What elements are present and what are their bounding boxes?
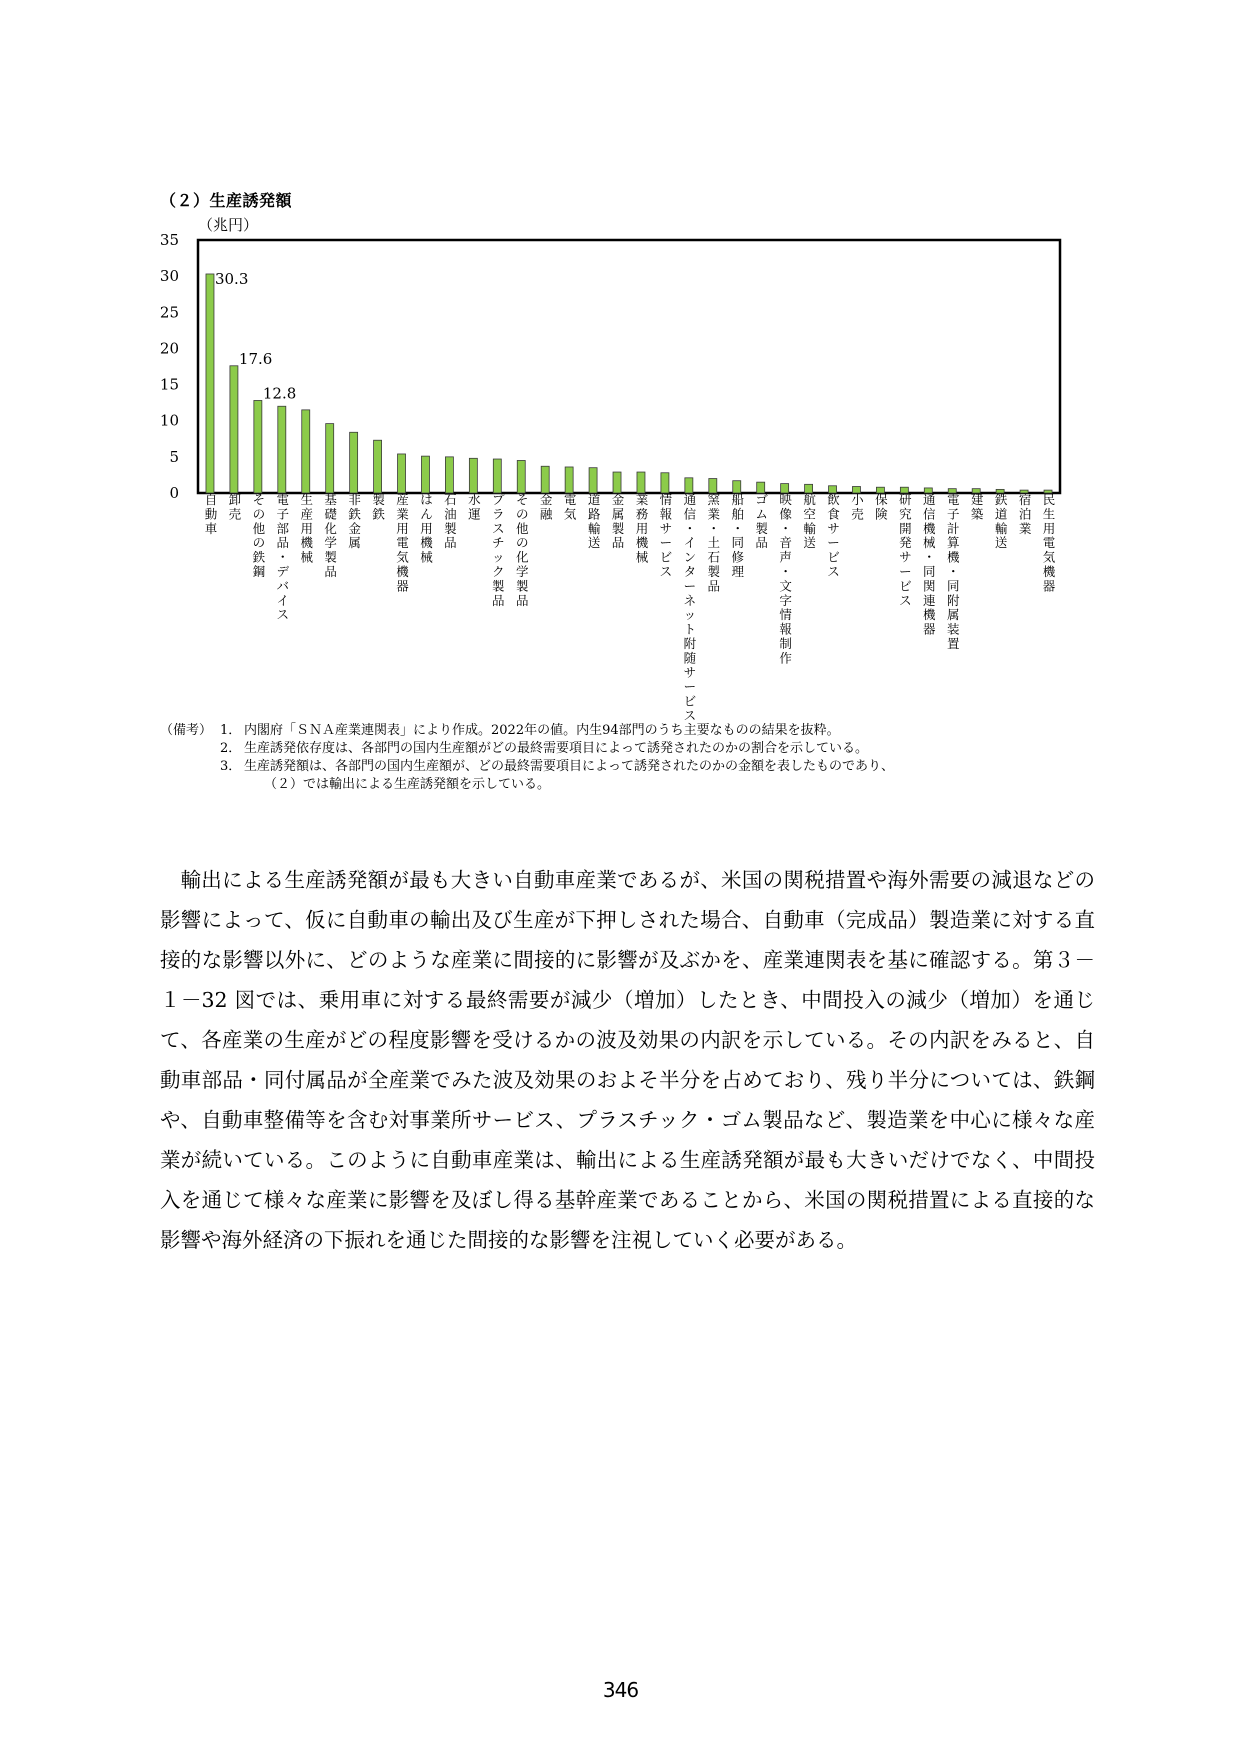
page-number: 346 <box>602 1678 639 1702</box>
x-tick-label: 鉄道輸送 <box>994 492 1008 551</box>
x-tick-label: 製鉄 <box>372 492 385 522</box>
x-tick-label: 非鉄金属 <box>348 492 361 551</box>
x-tick-label: 電子計算機・同附属装置 <box>946 492 960 651</box>
x-tick-label: 映像・音声・文字情報制作 <box>779 492 792 666</box>
x-tick-label: 電子部品・デバイス <box>276 492 290 623</box>
x-tick-label: 飲食サービス <box>827 492 840 579</box>
data-label: 17.6 <box>238 349 273 368</box>
y-tick-label: 20 <box>159 339 179 358</box>
bar <box>302 410 310 493</box>
x-tick-label: 船舶・同修理 <box>731 492 745 579</box>
x-tick-label: 情報サービス <box>659 492 673 579</box>
x-tick-label: 小売 <box>851 492 864 522</box>
x-tick-label: 業務用機械 <box>635 492 649 565</box>
x-tick-label: 航空輸送 <box>803 492 816 551</box>
x-tick-label: 産業用電気機器 <box>396 492 409 594</box>
body-text <box>160 860 1095 1260</box>
bar <box>685 478 693 493</box>
bar <box>469 458 477 493</box>
bar <box>445 457 453 493</box>
x-tick-label: 宿泊業 <box>1018 492 1032 536</box>
note-text: 内閣府「ＳＮＡ産業連関表」により作成。2022年の値。内生94部門のうち主要なものの結果を抜粋。 <box>244 723 840 738</box>
x-tick-label: 金属製品 <box>611 492 625 551</box>
bar <box>278 406 286 493</box>
data-label: 30.3 <box>214 269 249 288</box>
bar <box>230 366 238 493</box>
note-row-1 <box>160 722 894 740</box>
bar <box>326 424 334 493</box>
bar <box>206 274 214 493</box>
bar <box>350 432 358 493</box>
y-tick-label: 25 <box>159 303 179 322</box>
y-tick-label: 5 <box>169 447 179 466</box>
notes-head: （備考） <box>160 723 213 738</box>
note-row-3 <box>160 758 894 776</box>
y-unit-label: （兆円） <box>198 216 259 234</box>
y-tick-label: 30 <box>159 267 179 286</box>
bar-chart <box>0 0 1241 720</box>
bar <box>565 467 573 493</box>
x-tick-label: 金融 <box>539 492 553 522</box>
x-tick-label: 卸売 <box>228 492 242 522</box>
x-tick-label: 基礎化学製品 <box>324 492 337 579</box>
x-tick-label: 通信・インターネット附随サービス <box>683 492 697 720</box>
x-tick-label: プラスチック製品 <box>492 492 505 608</box>
bar <box>374 440 382 493</box>
bar <box>613 472 621 493</box>
bar <box>709 479 717 493</box>
y-tick-label: 35 <box>159 231 179 249</box>
note-number: 2． <box>220 741 242 756</box>
x-tick-label: その他の化学製品 <box>515 492 529 608</box>
note-number: 3． <box>220 759 242 774</box>
x-tick-label: 通信機械・同関連機器 <box>923 492 936 637</box>
bar <box>517 460 525 493</box>
note-text: 生産誘発額は、各部門の国内生産額が、どの最終需要項目によって誘発されたのかの金額を表したものであり、 <box>244 759 895 774</box>
bar <box>398 454 406 493</box>
x-tick-label: 水運 <box>468 492 481 522</box>
bar <box>589 468 597 493</box>
chart-title: （２）生産誘発額 <box>160 191 293 210</box>
note-row-2 <box>160 740 894 758</box>
x-tick-label: 民生用電気機器 <box>1042 492 1056 594</box>
x-tick-label: 自動車 <box>204 492 218 536</box>
x-tick-label: 建築 <box>970 492 984 522</box>
x-tick-label: 道路輸送 <box>587 492 601 551</box>
note-text: 生産誘発依存度は、各部門の国内生産額がどの最終需要項目によって誘発されたのかの割合を示している。 <box>244 741 869 756</box>
y-tick-label: 15 <box>159 375 179 394</box>
bar <box>421 456 429 493</box>
x-tick-label: その他の鉄鋼 <box>252 492 266 579</box>
notes <box>160 722 894 794</box>
note-number: 1． <box>220 723 242 738</box>
y-tick-label: 0 <box>169 484 179 502</box>
x-tick-label: 研究開発サービス <box>899 492 912 608</box>
bar <box>541 466 549 493</box>
bar <box>493 459 501 493</box>
x-tick-label: はん用機械 <box>420 492 433 565</box>
bar <box>254 400 262 493</box>
note-continuation: （２）では輸出による生産誘発額を示している。 <box>264 777 551 792</box>
bar <box>661 473 669 493</box>
x-tick-label: 保険 <box>875 492 888 522</box>
body-paragraph: 輸出による生産誘発額が最も大きい自動車産業であるが、米国の関税措置や海外需要の減退などの影響によって、仮に自動車の輸出及び生産が下押しされた場合、自動車（完成品）製造業に対する直接的な影響以外に、どのような産業に間接的に影響が及ぶかを、産業連関表を基に確認する。第３－１－32 図では、乗用車に対する最終需要が減少（増加）したとき、中間投入の減少（増加）を通じて、各産業の生産がどの程度影響を受けるかの波及効果の内訳を示している。その内訳をみると、自動車部品・同付属品が全産業でみた波及効果のおよそ半分を占めており、残り半分については、鉄鋼や、自動車整備等を含む対事業所サービス、プラスチック・ゴム製品など、製造業を中心に様々な産業が続いている。このように自動車産業は、輸出による生産誘発額が最も大きいだけでなく、中間投入を通じて様々な産業に影響を及ぼし得る基幹産業であることから、米国の関税措置による直接的な影響や海外経済の下振れを通じた間接的な影響を注視していく必要がある。 <box>160 868 1095 1252</box>
y-tick-label: 10 <box>159 411 179 430</box>
x-tick-label: 電気 <box>563 492 577 522</box>
x-tick-label: 窯業・土石製品 <box>707 492 721 594</box>
x-tick-label: ゴム製品 <box>755 492 768 551</box>
x-tick-label: 石油製品 <box>444 492 457 551</box>
data-label: 12.8 <box>262 384 297 403</box>
x-tick-label: 生産用機械 <box>300 492 314 565</box>
bar <box>637 472 645 493</box>
